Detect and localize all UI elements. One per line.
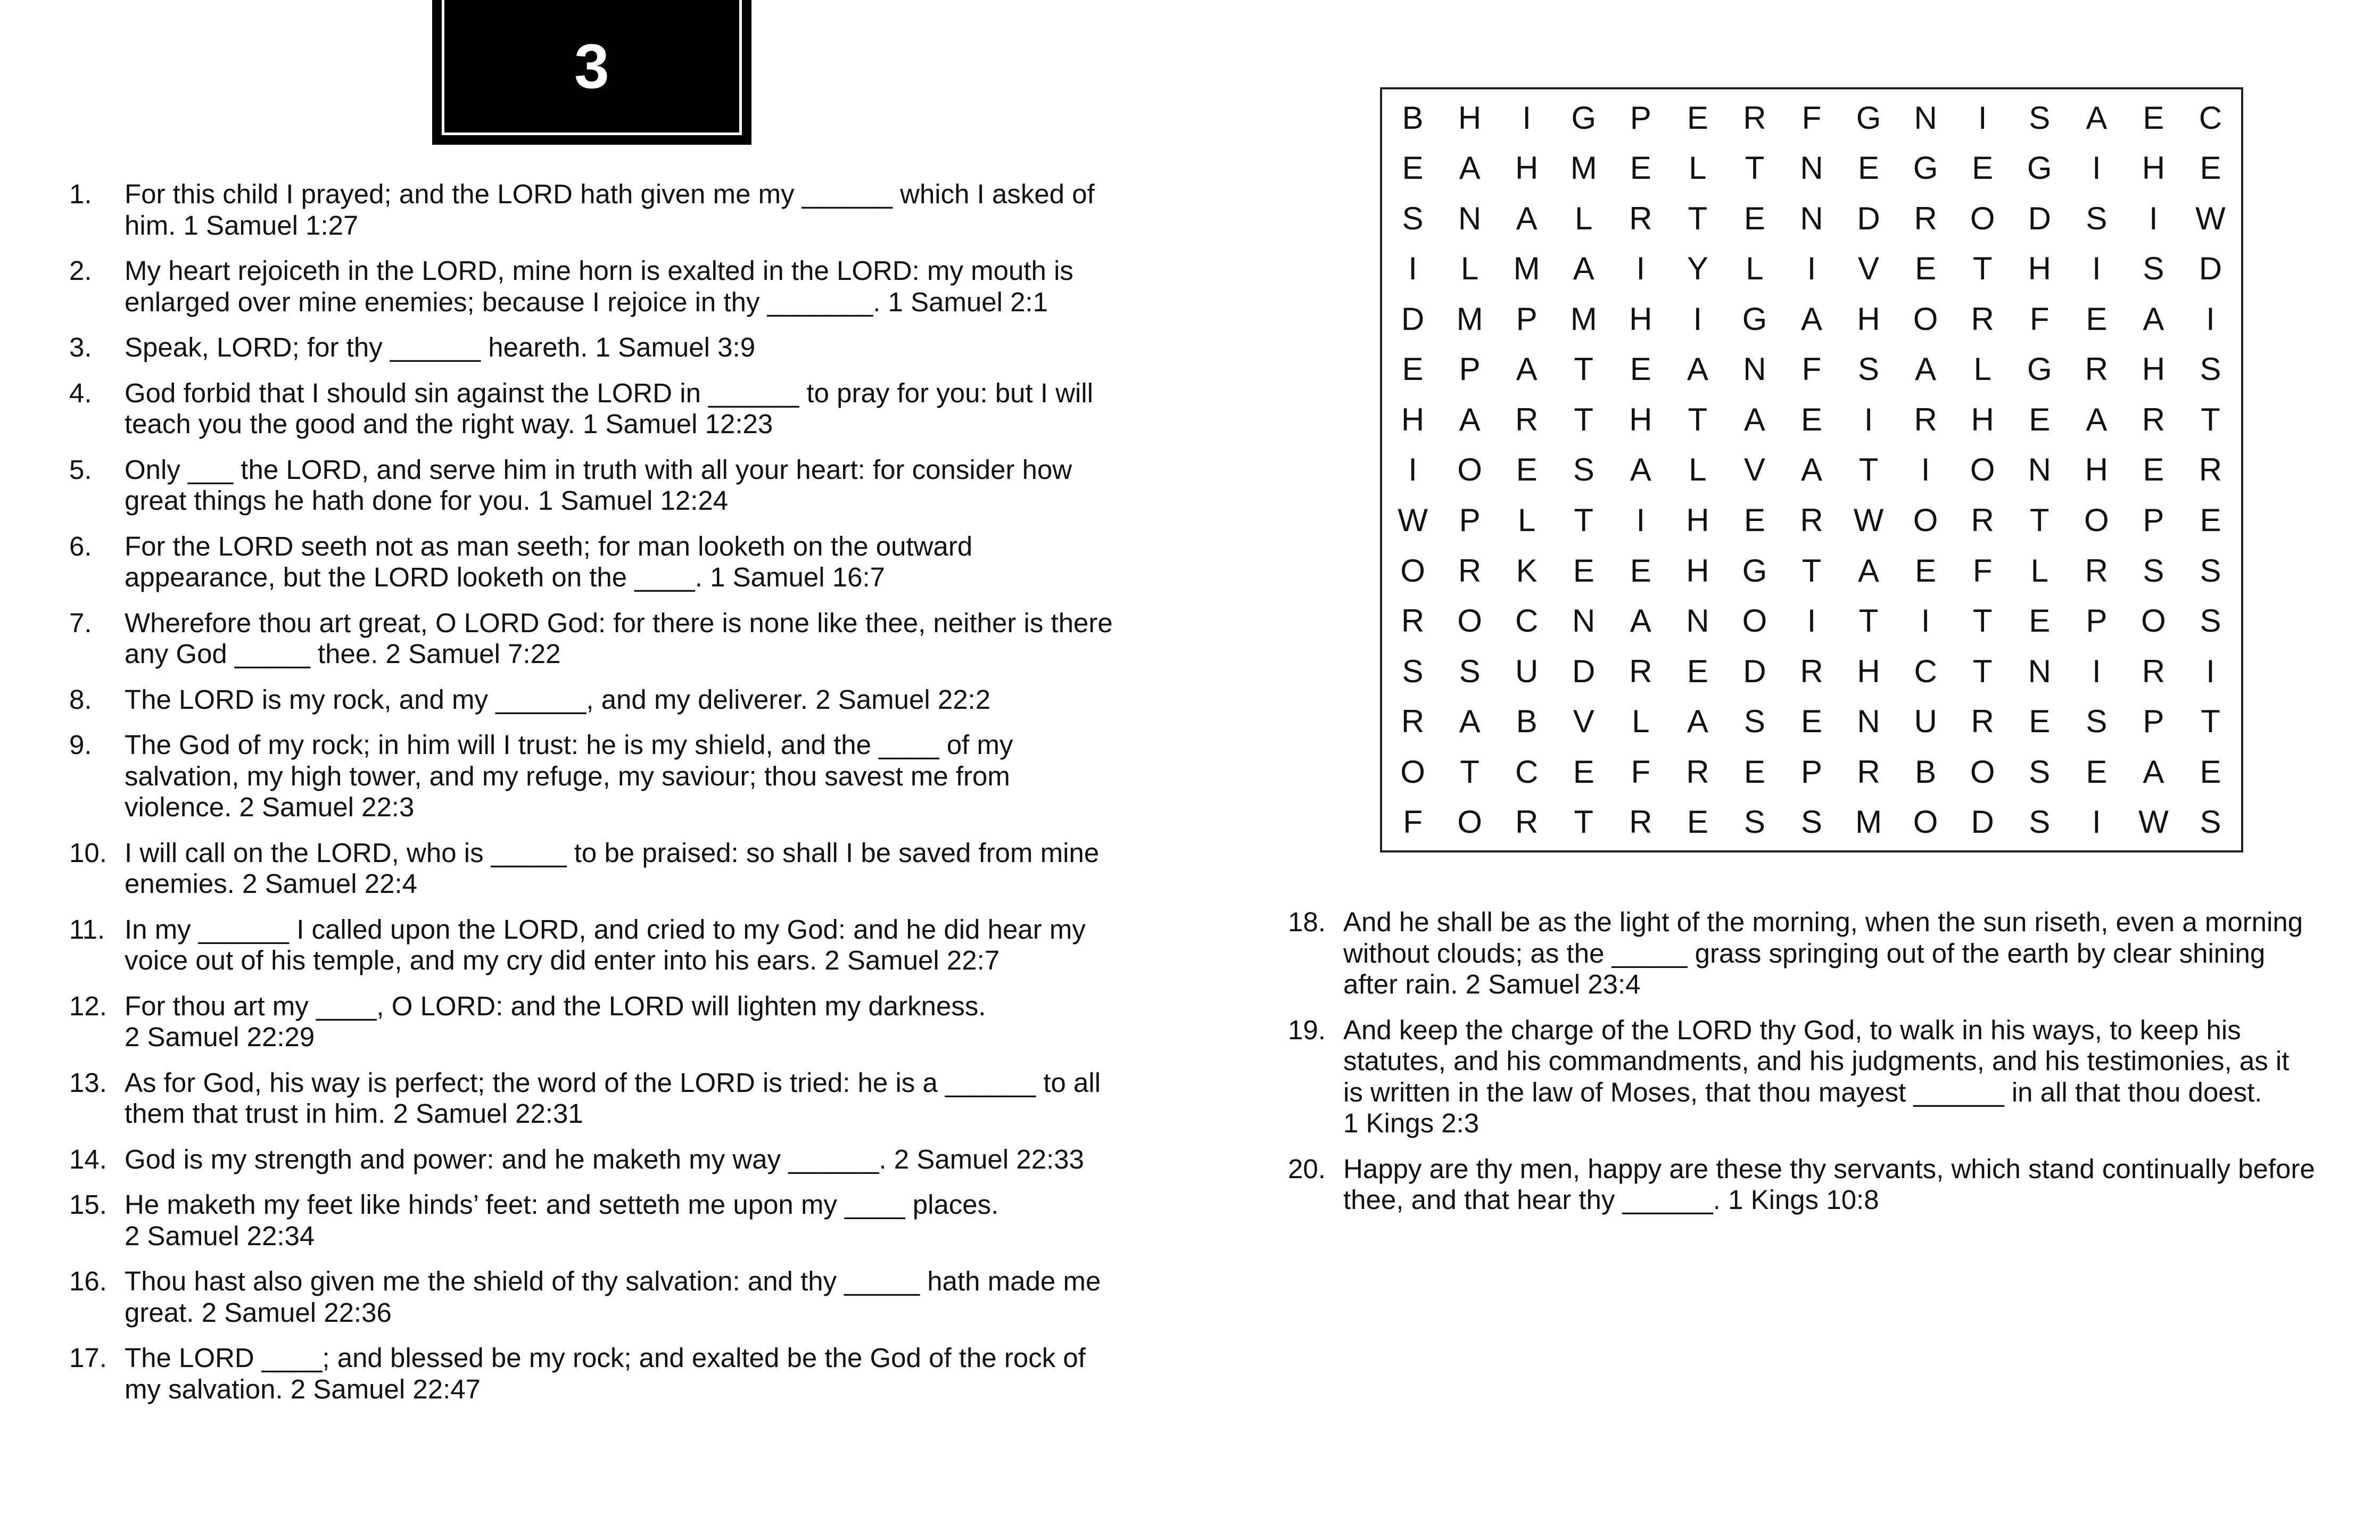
grid-letter: R bbox=[1515, 804, 1539, 840]
clue-number: 2. bbox=[69, 255, 92, 286]
grid-letter: I bbox=[1807, 251, 1816, 287]
grid-letter: N bbox=[1686, 603, 1709, 639]
grid-letter: N bbox=[1914, 100, 1937, 136]
grid-letter: N bbox=[1800, 150, 1823, 186]
grid-letter: M bbox=[1570, 301, 1597, 337]
grid-letter: B bbox=[1402, 100, 1424, 136]
grid-letter: R bbox=[2142, 653, 2166, 689]
grid-letter: L bbox=[1575, 200, 1593, 236]
grid-letter: M bbox=[1570, 150, 1597, 186]
clue-text: As for God, his way is perfect; the word of the LORD is tried: he is a ______ to all them that trust in him. 2 Samuel 22:31 bbox=[125, 1067, 1101, 1129]
grid-letter: T bbox=[2029, 502, 2050, 539]
grid-letter: N bbox=[2028, 452, 2051, 488]
clue-item bbox=[69, 838, 1128, 900]
grid-letter: N bbox=[1743, 351, 1766, 387]
grid-letter: A bbox=[1459, 401, 1481, 437]
grid-letter: G bbox=[2027, 351, 2052, 387]
clue-number: 10. bbox=[69, 837, 107, 868]
grid-letter: F bbox=[2029, 301, 2050, 337]
grid-letter: W bbox=[2195, 200, 2226, 236]
grid-letter: R bbox=[2142, 401, 2166, 437]
grid-letter: M bbox=[1855, 804, 1882, 840]
clue-number: 5. bbox=[69, 454, 92, 485]
grid-letter: E bbox=[2086, 301, 2108, 337]
grid-letter: O bbox=[1400, 754, 1425, 790]
grid-letter: V bbox=[1573, 703, 1594, 740]
clue-item bbox=[69, 454, 1128, 517]
grid-letter: N bbox=[1800, 200, 1823, 236]
grid-letter: S bbox=[2200, 552, 2221, 589]
grid-letter: S bbox=[2200, 351, 2221, 387]
grid-letter: A bbox=[1630, 452, 1651, 488]
grid-letter: E bbox=[2143, 100, 2164, 136]
grid-letter: L bbox=[1973, 351, 1991, 387]
grid-letter: N bbox=[1572, 603, 1596, 639]
clue-text: For the LORD seeth not as man seeth; for man looketh on the outward appearance, but the LORD looketh on the ____. 1 Samuel 16:7 bbox=[125, 531, 973, 592]
grid-letter: I bbox=[2206, 653, 2215, 689]
grid-letter: G bbox=[1742, 301, 1767, 337]
grid-letter: B bbox=[1915, 754, 1937, 790]
grid-letter: R bbox=[1800, 502, 1823, 539]
grid-letter: T bbox=[2201, 401, 2220, 437]
grid-letter: S bbox=[2086, 200, 2108, 236]
grid-letter: P bbox=[2143, 502, 2164, 539]
grid-letter: H bbox=[1686, 502, 1709, 539]
grid-letter: A bbox=[2143, 301, 2164, 337]
grid-letter: O bbox=[1970, 452, 1995, 488]
grid-letter: R bbox=[1914, 401, 1937, 437]
clue-item bbox=[69, 179, 1128, 241]
grid-letter: O bbox=[1400, 552, 1425, 589]
grid-letter: L bbox=[1689, 150, 1707, 186]
grid-letter: A bbox=[1800, 301, 1822, 337]
grid-letter: E bbox=[1573, 552, 1594, 589]
grid-letter: B bbox=[1516, 703, 1538, 740]
grid-letter: H bbox=[1629, 301, 1652, 337]
clue-text: In my ______ I called upon the LORD, and cried to my God: and he did hear my voice out of his temple, and my cry did enter into his ears. 2 Samuel 22:7 bbox=[125, 914, 1086, 975]
grid-letter: T bbox=[1688, 401, 1708, 437]
clue-item bbox=[69, 1189, 1128, 1252]
grid-letter: G bbox=[1571, 100, 1597, 136]
grid-letter: E bbox=[2029, 603, 2051, 639]
grid-letter: F bbox=[1403, 804, 1423, 840]
grid-letter: O bbox=[1913, 301, 1938, 337]
grid-letter: F bbox=[1631, 754, 1651, 790]
clue-item bbox=[69, 1067, 1128, 1130]
grid-letter: O bbox=[1457, 804, 1482, 840]
grid-letter: L bbox=[1632, 703, 1650, 740]
grid-letter: D bbox=[1572, 653, 1596, 689]
grid-letter: S bbox=[2200, 603, 2221, 639]
grid-letter: I bbox=[1636, 502, 1646, 539]
grid-letter: E bbox=[2029, 401, 2051, 437]
grid-letter: R bbox=[1800, 653, 1823, 689]
grid-letter: S bbox=[1800, 804, 1822, 840]
grid-letter: I bbox=[2206, 301, 2215, 337]
clue-item bbox=[69, 608, 1128, 670]
clue-list-right bbox=[1288, 907, 2347, 1230]
grid-letter: T bbox=[1972, 251, 1993, 287]
grid-letter: S bbox=[1402, 200, 1424, 236]
clue-number: 13. bbox=[69, 1067, 107, 1098]
grid-letter: E bbox=[1858, 150, 1880, 186]
grid-letter: E bbox=[1402, 351, 1424, 387]
clue-number: 20. bbox=[1288, 1153, 1326, 1184]
grid-letter: E bbox=[1573, 754, 1594, 790]
grid-letter: A bbox=[1743, 401, 1765, 437]
grid-letter: E bbox=[1687, 100, 1708, 136]
grid-letter: I bbox=[1408, 452, 1417, 488]
grid-letter: S bbox=[1402, 653, 1424, 689]
grid-letter: I bbox=[1978, 100, 1987, 136]
grid-letter: T bbox=[1574, 502, 1594, 539]
grid-letter: D bbox=[2199, 251, 2222, 287]
grid-letter: I bbox=[2092, 150, 2101, 186]
grid-letter: S bbox=[1459, 653, 1481, 689]
grid-letter: R bbox=[1401, 703, 1425, 740]
clue-text: Only ___ the LORD, and serve him in truth with all your heart: for consider how great things he hath done for you. 1 Samuel 12:24 bbox=[125, 454, 1072, 516]
grid-letter: H bbox=[2142, 351, 2166, 387]
clue-text: The LORD ____; and blessed be my rock; and exalted be the God of the rock of my salvation. 2 Samuel 22:47 bbox=[125, 1343, 1086, 1404]
grid-letter: R bbox=[1629, 804, 1652, 840]
grid-letter: R bbox=[1743, 100, 1766, 136]
grid-letter: E bbox=[1972, 150, 1994, 186]
grid-letter: A bbox=[1687, 351, 1708, 387]
grid-letter: O bbox=[1913, 804, 1938, 840]
grid-letter: H bbox=[1458, 100, 1482, 136]
grid-letter: R bbox=[1629, 653, 1652, 689]
grid-letter: G bbox=[1742, 552, 1767, 589]
grid-letter: C bbox=[1914, 653, 1937, 689]
grid-letter: P bbox=[2086, 603, 2108, 639]
grid-letter: E bbox=[2086, 754, 2108, 790]
grid-letter: I bbox=[1921, 452, 1930, 488]
clue-item bbox=[69, 1144, 1128, 1175]
grid-letter: A bbox=[1915, 351, 1937, 387]
grid-letter: S bbox=[1743, 703, 1765, 740]
grid-letter: H bbox=[1401, 401, 1425, 437]
grid-letter: W bbox=[1398, 502, 1428, 539]
clue-item bbox=[69, 991, 1128, 1053]
grid-letter: E bbox=[2200, 502, 2221, 539]
grid-letter: U bbox=[1515, 653, 1539, 689]
grid-letter: E bbox=[1800, 703, 1822, 740]
grid-letter: T bbox=[1801, 552, 1822, 589]
clue-item bbox=[69, 684, 1128, 716]
clue-text: God is my strength and power: and he maketh my way ______. 2 Samuel 22:33 bbox=[125, 1144, 1085, 1174]
grid-letter: D bbox=[2028, 200, 2051, 236]
grid-letter: A bbox=[2086, 100, 2108, 136]
grid-letter: C bbox=[1515, 603, 1539, 639]
grid-letter: R bbox=[2085, 351, 2108, 387]
grid-letter: P bbox=[1459, 351, 1481, 387]
grid-letter: T bbox=[2201, 703, 2220, 740]
grid-letter: M bbox=[1456, 301, 1483, 337]
clue-item bbox=[69, 255, 1128, 318]
grid-letter: O bbox=[2084, 502, 2109, 539]
grid-letter: O bbox=[1970, 754, 1995, 790]
grid-letter: E bbox=[1687, 653, 1708, 689]
clue-item bbox=[69, 730, 1128, 823]
grid-letter: T bbox=[1972, 653, 1993, 689]
grid-letter: G bbox=[2027, 150, 2052, 186]
grid-letter: S bbox=[1573, 452, 1594, 488]
grid-letter: R bbox=[1401, 603, 1425, 639]
grid-letter: P bbox=[1800, 754, 1822, 790]
grid-letter: H bbox=[2085, 452, 2108, 488]
clue-item bbox=[69, 531, 1128, 593]
grid-letter: R bbox=[1857, 754, 1880, 790]
grid-letter: Y bbox=[1687, 251, 1708, 287]
grid-letter: S bbox=[2143, 251, 2164, 287]
grid-letter: A bbox=[1573, 251, 1594, 287]
clue-number: 9. bbox=[69, 730, 92, 760]
grid-letter: N bbox=[2028, 653, 2051, 689]
grid-letter: E bbox=[1402, 150, 1424, 186]
grid-letter: R bbox=[1971, 703, 1994, 740]
clue-text: My heart rejoiceth in the LORD, mine horn is exalted in the LORD: my mouth is enlarged over mine enemies; because I rejoice in thy _______. 1 Samuel 2:1 bbox=[125, 255, 1073, 317]
grid-letter: I bbox=[1807, 603, 1816, 639]
grid-letter: I bbox=[1921, 603, 1930, 639]
grid-letter: I bbox=[1864, 401, 1873, 437]
grid-letter: S bbox=[2086, 703, 2108, 740]
grid-letter: M bbox=[1513, 251, 1540, 287]
grid-letter: H bbox=[1629, 401, 1652, 437]
grid-letter: R bbox=[1914, 200, 1937, 236]
clue-item bbox=[1288, 1154, 2347, 1216]
grid-letter: V bbox=[1858, 251, 1880, 287]
grid-letter: A bbox=[1687, 703, 1708, 740]
clue-text: And he shall be as the light of the morning, when the sun riseth, even a morning without clouds; as the _____ grass springing out of the earth by clear shining after rain. 2 Samuel 23:4 bbox=[1343, 907, 2303, 999]
clue-text: Happy are thy men, happy are these thy servants, which stand continually before thee, and that hear thy ______. 1 Kings 10:8 bbox=[1343, 1153, 2315, 1215]
grid-letter: G bbox=[1856, 100, 1881, 136]
grid-letter: E bbox=[1800, 401, 1822, 437]
clue-list-left bbox=[69, 179, 1128, 1419]
grid-letter: A bbox=[2143, 754, 2164, 790]
grid-letter: I bbox=[2149, 200, 2158, 236]
clue-text: God forbid that I should sin against the LORD in ______ to pray for you: but I will teach you the good and the right way. 1 Samuel 12:23 bbox=[125, 377, 1094, 439]
clue-item bbox=[1288, 907, 2347, 1000]
grid-letter: D bbox=[1743, 653, 1766, 689]
grid-letter: T bbox=[1574, 401, 1594, 437]
grid-letter: T bbox=[1745, 150, 1765, 186]
grid-letter: R bbox=[1515, 401, 1539, 437]
clue-number: 14. bbox=[69, 1144, 107, 1174]
clue-text: Speak, LORD; for thy ______ heareth. 1 Samuel 3:9 bbox=[125, 332, 756, 362]
grid-letter: E bbox=[1516, 452, 1538, 488]
grid-letter: P bbox=[1630, 100, 1651, 136]
grid-letter: C bbox=[1515, 754, 1539, 790]
clue-number: 17. bbox=[69, 1343, 107, 1373]
grid-letter: E bbox=[1630, 150, 1651, 186]
grid-letter: I bbox=[2092, 653, 2101, 689]
grid-letter: E bbox=[1687, 804, 1708, 840]
grid-letter: K bbox=[1516, 552, 1538, 589]
grid-letter: R bbox=[1458, 552, 1482, 589]
clue-text: The LORD is my rock, and my ______, and my deliverer. 2 Samuel 22:2 bbox=[125, 684, 991, 715]
grid-letter: O bbox=[2141, 603, 2166, 639]
puzzle-number-badge bbox=[432, 0, 751, 145]
clue-item bbox=[1288, 1015, 2347, 1139]
grid-letter: V bbox=[1743, 452, 1765, 488]
grid-letter: D bbox=[1971, 804, 1994, 840]
grid-letter: S bbox=[1858, 351, 1880, 387]
clue-item bbox=[69, 1343, 1128, 1405]
clue-number: 11. bbox=[69, 914, 105, 945]
grid-letter: E bbox=[2200, 754, 2221, 790]
clue-number: 6. bbox=[69, 531, 92, 561]
grid-letter: T bbox=[1460, 754, 1480, 790]
grid-letter: O bbox=[1742, 603, 1767, 639]
grid-letter: L bbox=[1746, 251, 1764, 287]
grid-letter: O bbox=[1457, 603, 1482, 639]
clue-item bbox=[69, 378, 1128, 440]
grid-letter: A bbox=[1858, 552, 1880, 589]
clue-item bbox=[69, 332, 1128, 363]
grid-letter: S bbox=[2029, 804, 2051, 840]
grid-letter: P bbox=[1459, 502, 1481, 539]
grid-letter: R bbox=[1686, 754, 1709, 790]
clue-number: 16. bbox=[69, 1266, 107, 1296]
grid-letter: A bbox=[1800, 452, 1822, 488]
grid-letter: S bbox=[2143, 552, 2164, 589]
clue-text: He maketh my feet like hinds’ feet: and setteth me upon my ____ places. 2 Samuel 22:34 bbox=[125, 1189, 999, 1251]
grid-letter: I bbox=[1636, 251, 1646, 287]
grid-letter: O bbox=[1970, 200, 1995, 236]
grid-letter: D bbox=[1857, 200, 1880, 236]
grid-letter: T bbox=[1858, 452, 1879, 488]
grid-letter: S bbox=[2029, 754, 2051, 790]
grid-letter: H bbox=[2142, 150, 2166, 186]
grid-letter: U bbox=[1914, 703, 1937, 740]
grid-letter: T bbox=[1574, 804, 1594, 840]
grid-letter: A bbox=[1516, 351, 1538, 387]
grid-letter: G bbox=[1913, 150, 1938, 186]
clue-number: 8. bbox=[69, 684, 92, 715]
grid-letter: S bbox=[1743, 804, 1765, 840]
grid-letter: H bbox=[1857, 301, 1880, 337]
clue-number: 18. bbox=[1288, 907, 1326, 937]
grid-letter: N bbox=[1458, 200, 1482, 236]
grid-letter: P bbox=[2143, 703, 2164, 740]
grid-letter: E bbox=[2029, 703, 2051, 740]
clue-text: I will call on the LORD, who is _____ to be praised: so shall I be saved from mine enemies. 2 Samuel 22:4 bbox=[125, 837, 1100, 899]
word-search-grid bbox=[1380, 87, 2243, 852]
grid-letter: H bbox=[1515, 150, 1539, 186]
grid-letter: R bbox=[1629, 200, 1652, 236]
clue-item bbox=[69, 1266, 1128, 1328]
grid-letter: E bbox=[1630, 552, 1651, 589]
grid-letter: R bbox=[1971, 502, 1994, 539]
grid-letter: R bbox=[2199, 452, 2222, 488]
grid-letter: W bbox=[2138, 804, 2169, 840]
clue-text: Thou hast also given me the shield of thy salvation: and thy _____ hath made me great. 2 Samuel 22:36 bbox=[125, 1266, 1101, 1328]
clue-number: 12. bbox=[69, 990, 107, 1021]
grid-letter: L bbox=[1517, 502, 1536, 539]
clue-text: Wherefore thou art great, O LORD God: for there is none like thee, neither is there any God _____ thee. 2 Samuel 7:22 bbox=[125, 607, 1113, 669]
grid-letter: D bbox=[1401, 301, 1425, 337]
grid-letter: H bbox=[1971, 401, 1994, 437]
grid-letter: F bbox=[1801, 351, 1822, 387]
grid-letter: S bbox=[2029, 100, 2051, 136]
grid-letter: F bbox=[1972, 552, 1993, 589]
grid-letter: S bbox=[2200, 804, 2221, 840]
grid-letter: O bbox=[1913, 502, 1938, 539]
grid-letter: L bbox=[2030, 552, 2048, 589]
grid-letter: E bbox=[1743, 502, 1765, 539]
grid-letter: T bbox=[1972, 603, 1993, 639]
grid-letter: I bbox=[2092, 251, 2101, 287]
grid-letter: T bbox=[1574, 351, 1594, 387]
grid-letter: N bbox=[1857, 703, 1880, 740]
grid-letter: E bbox=[1630, 351, 1651, 387]
grid-letter: O bbox=[1457, 452, 1482, 488]
grid-letter: T bbox=[1688, 200, 1708, 236]
grid-letter: R bbox=[1971, 301, 1994, 337]
clue-number: 19. bbox=[1288, 1014, 1326, 1045]
grid-letter: I bbox=[1693, 301, 1703, 337]
grid-letter: R bbox=[2085, 552, 2108, 589]
clue-number: 4. bbox=[69, 377, 92, 408]
grid-letter: E bbox=[1915, 251, 1937, 287]
clue-item bbox=[69, 914, 1128, 976]
grid-letter: A bbox=[1630, 603, 1651, 639]
grid-letter: E bbox=[2143, 452, 2164, 488]
grid-letter: A bbox=[1459, 703, 1481, 740]
grid-letter: H bbox=[1686, 552, 1709, 589]
clue-text: For this child I prayed; and the LORD hath given me my ______ which I asked of him. 1 Samuel 1:27 bbox=[125, 179, 1095, 241]
grid-letter: H bbox=[2028, 251, 2051, 287]
grid-letter: E bbox=[1915, 552, 1937, 589]
grid-letter: T bbox=[1858, 603, 1879, 639]
grid-letter: E bbox=[1743, 754, 1765, 790]
grid-letter: A bbox=[1459, 150, 1481, 186]
puzzle-number-frame bbox=[442, 0, 742, 135]
clue-number: 1. bbox=[69, 179, 92, 209]
grid-letter: A bbox=[2086, 401, 2108, 437]
clue-number: 7. bbox=[69, 607, 92, 638]
clue-text: And keep the charge of the LORD thy God, to walk in his ways, to keep his statutes, and his commandments, and his judgments, and his testimonies, as it is written in the law of Moses, that thou mayest ______ in all that thou doest. 1 Kings 2:3 bbox=[1343, 1014, 2290, 1138]
grid-letter: E bbox=[1743, 200, 1765, 236]
grid-letter: I bbox=[1408, 251, 1417, 287]
clue-number: 15. bbox=[69, 1189, 107, 1220]
grid-letter: L bbox=[1689, 452, 1707, 488]
grid-letter: W bbox=[1853, 502, 1884, 539]
grid-letter: H bbox=[1857, 653, 1880, 689]
grid-letter: P bbox=[1516, 301, 1538, 337]
grid-letter: A bbox=[1516, 200, 1538, 236]
grid-letter: C bbox=[2199, 100, 2222, 136]
grid-letter: I bbox=[2092, 804, 2101, 840]
clue-number: 3. bbox=[69, 332, 92, 362]
grid-letter: L bbox=[1460, 251, 1479, 287]
puzzle-number: 3 bbox=[574, 31, 609, 102]
clue-text: The God of my rock; in him will I trust: he is my shield, and the ____ of my salvation, my high tower, and my refuge, my saviour; thou savest me from violence. 2 Samuel 22:3 bbox=[125, 730, 1013, 822]
grid-letter: I bbox=[1522, 100, 1531, 136]
grid-letter: E bbox=[2200, 150, 2221, 186]
grid-letter: F bbox=[1801, 100, 1822, 136]
clue-text: For thou art my ____, O LORD: and the LORD will lighten my darkness. 2 Samuel 22:29 bbox=[125, 990, 986, 1052]
